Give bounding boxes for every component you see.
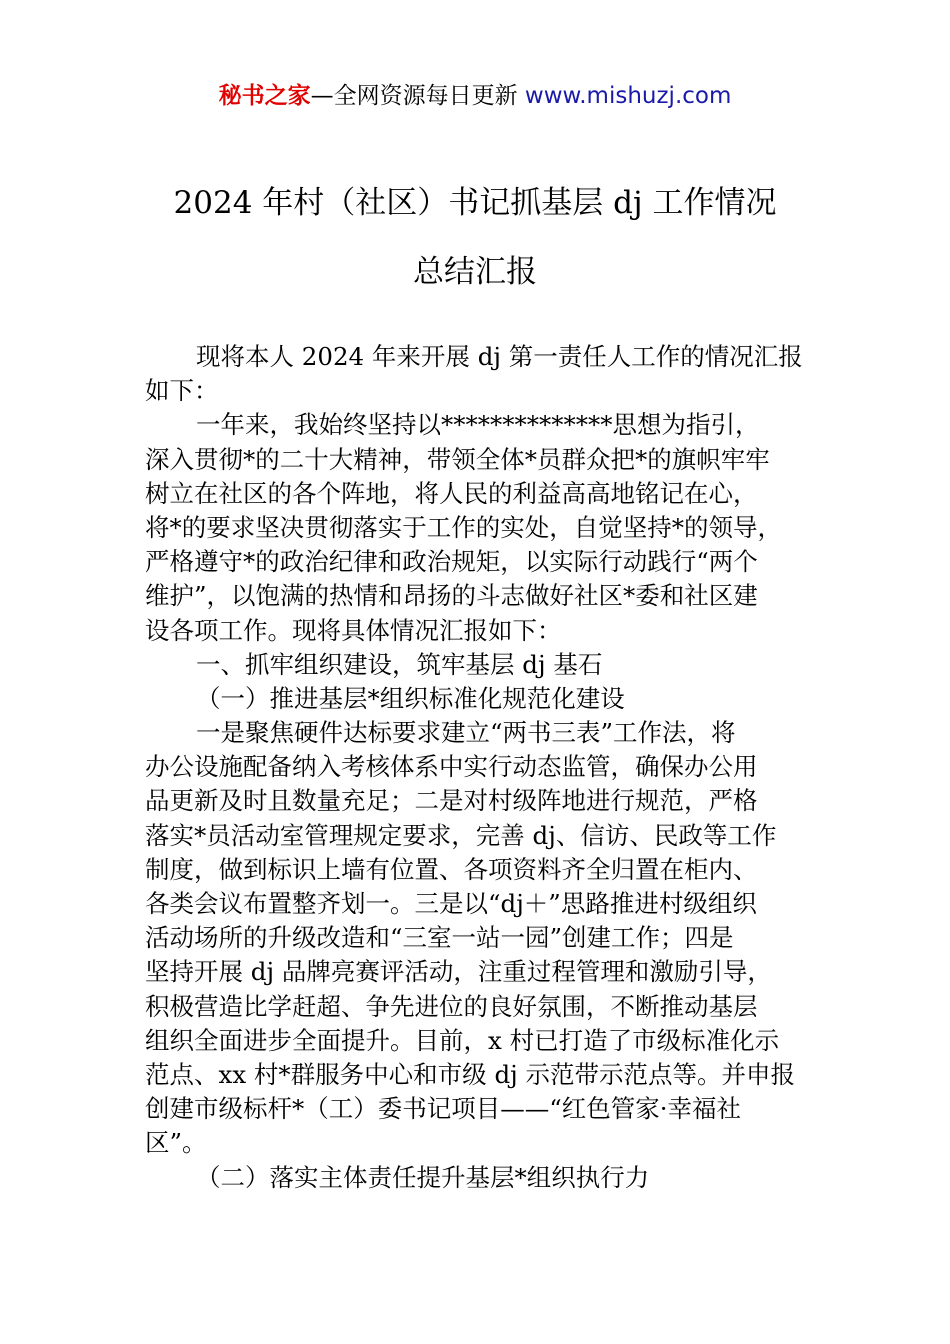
document-title-line-2: 总结汇报: [413, 254, 537, 290]
body-line: 落实*员活动室管理规定要求，完善 dj、信访、民政等工作: [145, 820, 777, 850]
document-body: [145, 340, 815, 1195]
body-line: 办公设施配备纳入考核体系中实行动态监管，确保办公用: [145, 752, 758, 782]
subsection-heading: （一）推进基层*组织标准化规范化建设: [196, 683, 625, 713]
body-line: 各类会议布置整齐划一。三是以“dj＋”思路推进村级组织: [145, 889, 757, 918]
body-line: 如下：: [145, 376, 219, 406]
body-line: 一是聚焦硬件达标要求建立“两书三表”工作法，将: [196, 718, 736, 748]
subsection-heading: （二）落实主体责任提升基层*组织执行力: [196, 1162, 650, 1192]
body-line: 树立在社区的各个阵地，将人民的利益高高地铭记在心，: [145, 478, 758, 508]
body-line: 创建市级标杆*（工）委书记项目——“红色管家·幸福社: [145, 1094, 742, 1124]
body-line: 现将本人 2024 年来开展 dj 第一责任人工作的情况汇报: [196, 342, 803, 371]
body-line: 制度，做到标识上墙有位置、各项资料齐全归置在柜内、: [145, 854, 758, 884]
site-url-link[interactable]: www.mishuzj.com: [524, 83, 732, 109]
body-line: 坚持开展 dj 品牌亮赛评活动，注重过程管理和激励引导，: [145, 957, 772, 987]
body-line: 将*的要求坚决贯彻落实于工作的实处，自觉坚持*的领导，: [145, 512, 782, 542]
body-line: 维护”，以饱满的热情和昂扬的斗志做好社区*委和社区建: [145, 581, 758, 611]
body-line: 活动场所的升级改造和“三室一站一园”创建工作；四是: [145, 923, 734, 953]
body-line: 设各项工作。现将具体情况汇报如下：: [145, 615, 562, 645]
body-line: 品更新及时且数量充足；二是对村级阵地进行规范，严格: [145, 786, 758, 816]
body-line: 范点、xx 村*群服务中心和市级 dj 示范带示范点等。并申报: [145, 1059, 796, 1089]
site-slogan: —全网资源每日更新: [310, 83, 525, 109]
body-line: 一年来，我始终坚持以**************思想为指引，: [196, 410, 760, 440]
section-heading: 一、抓牢组织建设，筑牢基层 dj 基石: [196, 649, 603, 679]
body-line: 深入贯彻*的二十大精神，带领全体*员群众把*的旗帜牢牢: [145, 444, 770, 474]
body-line: 严格遵守*的政治纪律和政治规矩，以实际行动践行“两个: [145, 547, 758, 577]
site-header: [0, 80, 950, 112]
document-title-line-1: 2024 年村（社区）书记抓基层 dj 工作情况: [173, 185, 777, 221]
body-line: 积极营造比学赶超、争先进位的良好氛围，不断推动基层: [145, 991, 758, 1021]
body-line: 区”。: [145, 1128, 207, 1158]
body-line: 组织全面进步全面提升。目前，x 村已打造了市级标准化示: [145, 1025, 780, 1055]
site-brand: 秘书之家: [218, 83, 311, 109]
